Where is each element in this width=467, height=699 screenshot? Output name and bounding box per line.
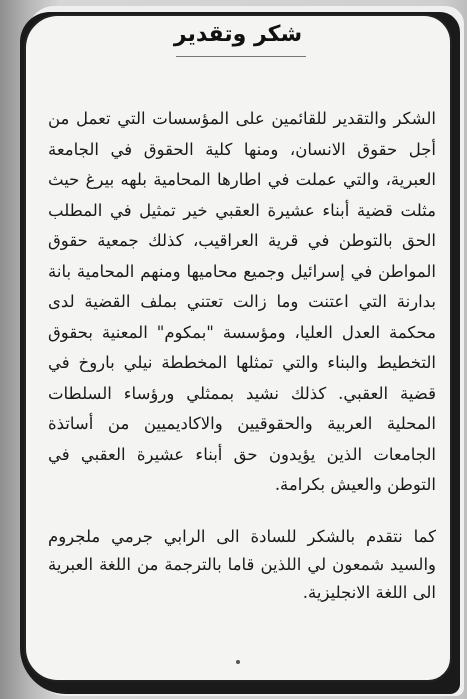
paragraph-thanks-institutions: الشكر والتقدير للقائمين على المؤسسات التي تعمل من أجل حقوق الانسان، ومنها كلية الحقوق في الجامعة العبرية، والتي عملت في اطارها المحامية بلهه بيرغ حيث مثلت قضية أبناء عشيرة العقبي خير تمثيل في المطلب الحق بالتوطن في قرية العراقيب، كذلك جمعية حقوق المواطن في إسرائيل وجميع محاميها ومنهم المحامية بانة بدارنة التي اعتنت وما زالت تعتني بملف القضية لدى محكمة العدل العليا، ومؤسسة "بمكوم" المعنية بحقوق التخطيط والبناء والتي تمثلها المخططة نيلي باروخ في قضية العقبي. كذلك نشيد بممثلي ورؤساء السلطات المحلية العربية والحقوقيين والاكاديميين من أساتذة الجامعات الذين يؤيدون حق أبناء عشيرة العقبي في التوطن والعيش بكرامة. — [48, 109, 436, 494]
paragraph-thanks-translators: كما نتقدم بالشكر للسادة الى الرابي جرمي ملجروم والسيد شمعون لي اللذين قاما بالترجمة من اللغة العبرية الى اللغة الانجليزية. — [48, 526, 436, 602]
page-title: شكر وتقدير — [173, 22, 303, 47]
acknowledgements-card — [24, 14, 452, 682]
acknowledgements-body — [48, 104, 436, 607]
title-divider — [176, 56, 306, 57]
page-mark — [236, 660, 240, 664]
